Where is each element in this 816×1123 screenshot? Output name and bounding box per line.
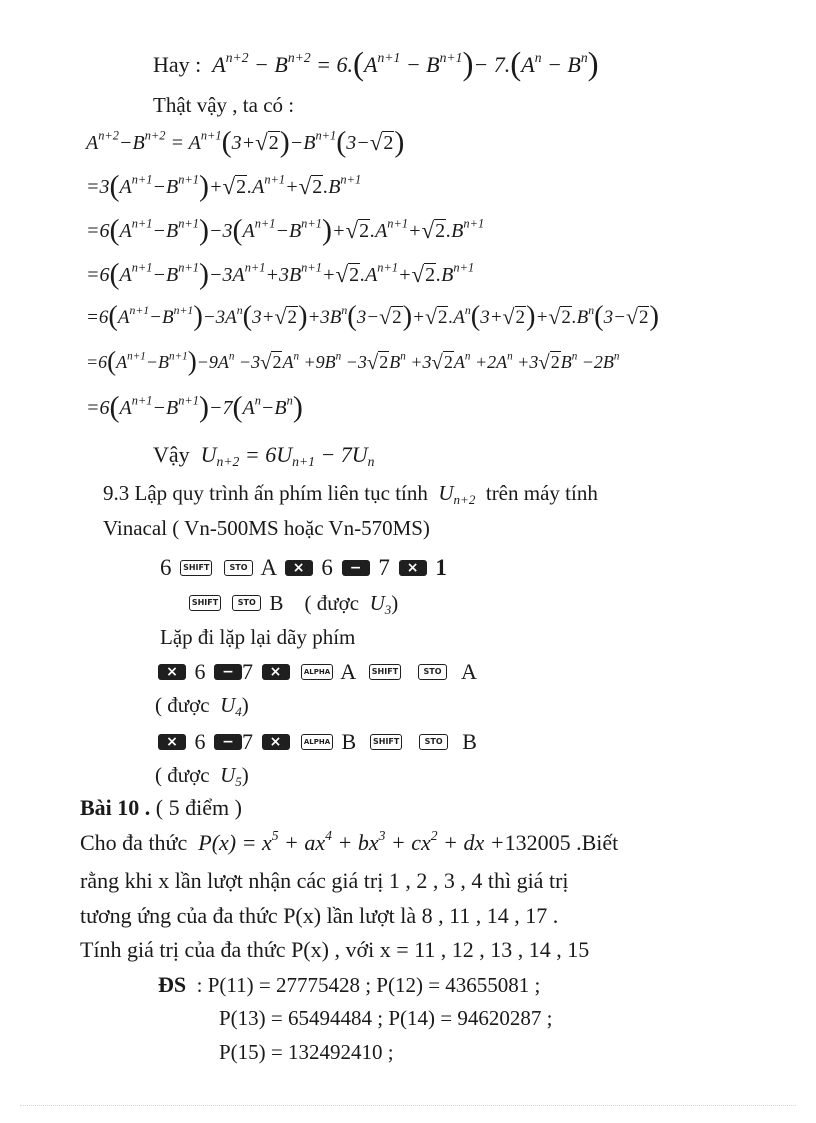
sto-key-icon: STO — [418, 664, 447, 680]
key-sequence-2: SHIFT STO B ( được $U_3$) — [186, 593, 398, 614]
bai-10-line-2: rằng khi x lần lượt nhận các giá trị 1 , 2 , 3 , 4 thì giá trị — [80, 868, 569, 893]
proof-step-5: $=6(A^{n+1}-B^{n+1})-3A^n(3+√2)+3B^n(3-√2)+√2.A^n(3+√2)+√2.B^n(3-√2)$ — [86, 301, 659, 333]
key-sequence-3: × 6 − 7 × ALPHA A SHIFT STO A — [155, 661, 477, 683]
bai-10-line-3: tương ứng của đa thức P(x) lần lượt là 8 , 11 , 14 , 17 . — [80, 903, 559, 928]
shift-key-icon: SHIFT — [180, 560, 212, 576]
alpha-key-icon: ALPHA — [301, 734, 333, 750]
repeat-label: Lặp đi lặp lại dãy phím — [160, 625, 356, 649]
alpha-key-icon: ALPHA — [301, 664, 333, 680]
vay-label: Vậy — [153, 442, 190, 467]
sto-key-icon: STO — [224, 560, 253, 576]
key-sequence-4: × 6 − 7 × ALPHA B SHIFT STO B — [155, 731, 477, 753]
times-key-icon: × — [399, 560, 427, 576]
times-key-icon: × — [158, 664, 186, 680]
bai-10-line-4: Tính giá trị của đa thức P(x) , với x = 11 , 12 , 13 , 14 , 15 — [80, 937, 590, 962]
polynomial-formula: $P(x) = x^5 + ax^4 + bx^3 + cx^2$ + dx + — [192, 827, 505, 855]
u-n-plus-2: $U_{n+2}$ — [433, 481, 476, 507]
hay-label: Hay : — [153, 52, 202, 77]
key-sequence-3-result: ( được $U_4$) — [155, 693, 249, 719]
sto-key-icon: STO — [419, 734, 448, 750]
recurrence-formula: $A^{n+2} - B^{n+2} = 6.(A^{n+1} - B^{n+1})- 7.(A^n - B^n)$ — [206, 46, 599, 83]
answer-line-2: P(13) = 65494484 ; P(14) = 94620287 ; — [219, 1006, 553, 1030]
that-vay-line: Thật vậy , ta có : — [153, 93, 295, 117]
sto-key-icon: STO — [232, 595, 261, 611]
bai-10-heading: Bài 10 . ( 5 điểm ) — [80, 795, 242, 820]
answer-line-3: P(15) = 132492410 ; — [219, 1040, 394, 1064]
ds-label: ĐS — [158, 972, 187, 997]
section-9-3-title-line2: Vinacal ( Vn-500MS hoặc Vn-570MS) — [103, 516, 430, 540]
bai-10-line-1: Cho đa thức $P(x) = x^5 + ax^4 + bx^3 + cx^2$ + dx +132005 .Biết — [80, 827, 619, 855]
times-key-icon: × — [262, 734, 290, 750]
shift-key-icon: SHIFT — [370, 734, 402, 750]
minus-key-icon: − — [214, 664, 242, 680]
times-key-icon: × — [285, 560, 313, 576]
shift-key-icon: SHIFT — [189, 595, 221, 611]
proof-step-3: $=6(A^{n+1}-B^{n+1})-3(A^{n+1}-B^{n+1})+√2.A^{n+1}+√2.B^{n+1}$ — [86, 213, 485, 247]
key-sequence-4-result: ( được $U_5$) — [155, 763, 249, 789]
key-sequence-1: 6 SHIFT STO A × 6 − 7 × 1 — [160, 555, 447, 580]
proof-step-2: $=3(A^{n+1}-B^{n+1})+√2.A^{n+1}+√2.B^{n+1}$ — [86, 169, 362, 203]
proof-step-7: $=6(A^{n+1}-B^{n+1})-7(A^n-B^n)$ — [86, 390, 303, 424]
conclusion-formula: $U_{n+2} = 6U_{n+1} - 7U_n$ — [195, 442, 375, 470]
answer-line-1: ĐS : P(11) = 27775428 ; P(12) = 43655081 ; — [158, 972, 541, 997]
times-key-icon: × — [158, 734, 186, 750]
page-footer-divider — [20, 1105, 796, 1106]
minus-key-icon: − — [342, 560, 370, 576]
shift-key-icon: SHIFT — [369, 664, 401, 680]
hay-line — [153, 46, 599, 83]
proof-step-1: $A^{n+2}-B^{n+2} = A^{n+1}(3+√2)-B^{n+1}(3-√2)$ — [86, 125, 405, 159]
minus-key-icon: − — [214, 734, 242, 750]
vay-line — [153, 442, 375, 470]
proof-step-4: $=6(A^{n+1}-B^{n+1})-3A^{n+1}+3B^{n+1}+√2.A^{n+1}+√2.B^{n+1}$ — [86, 257, 475, 291]
proof-step-6: $=6(A^{n+1}-B^{n+1})-9A^n -3√2A^n +9B^n -3√2B^n +3√2A^n +2A^n +3√2B^n -2B^n$ — [86, 346, 620, 377]
section-9-3-title: 9.3 Lập quy trình ấn phím liên tục tính $U_{n+2}$ trên máy tính — [103, 481, 598, 507]
times-key-icon: × — [262, 664, 290, 680]
